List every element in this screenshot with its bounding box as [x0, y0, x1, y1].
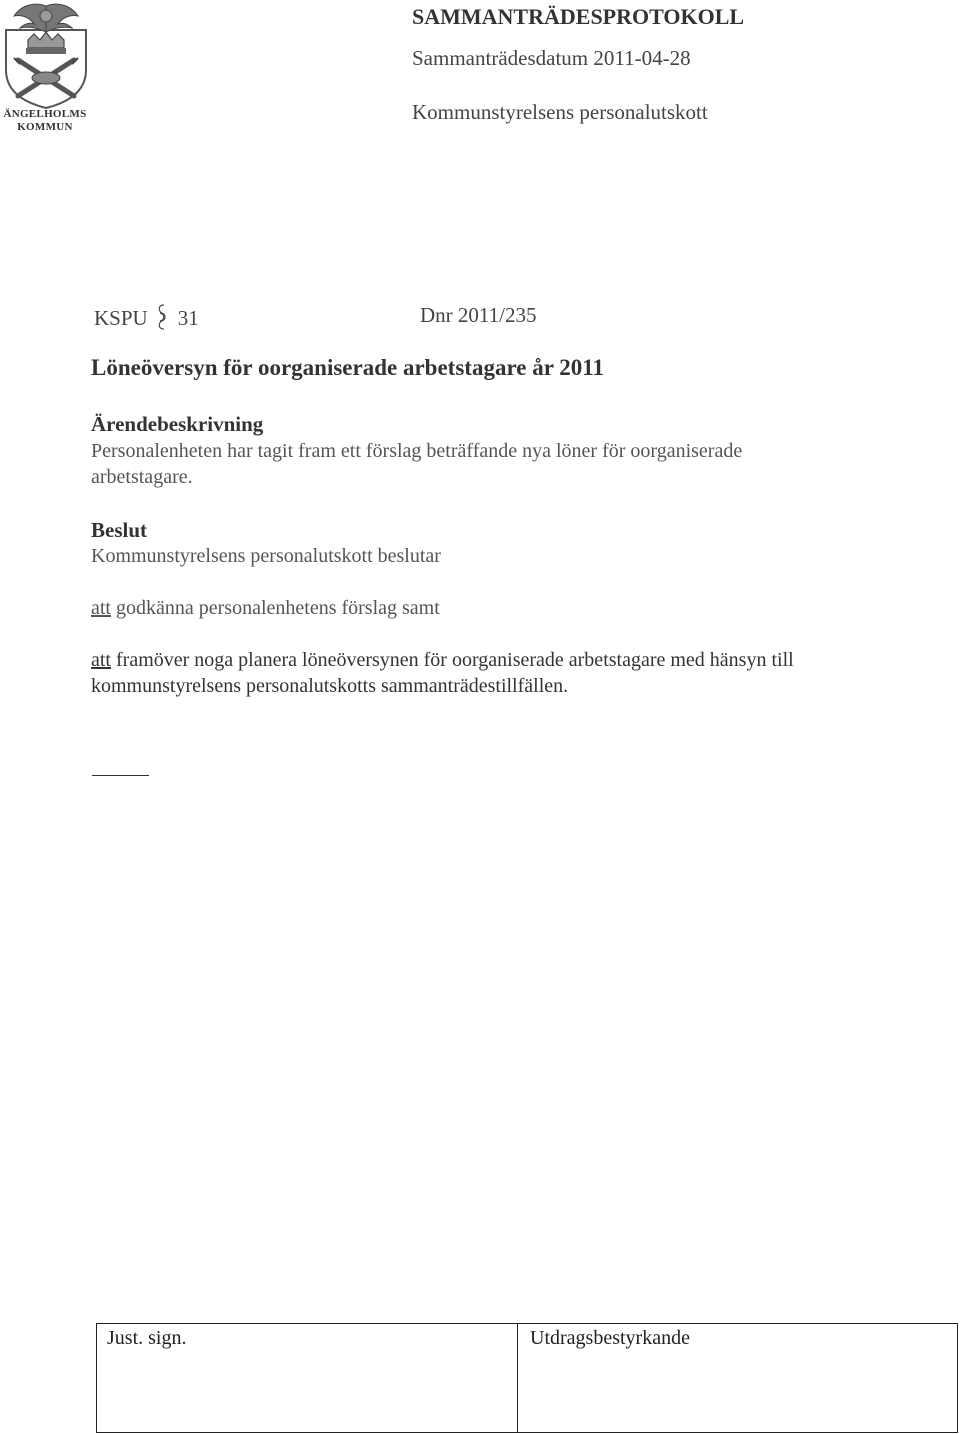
- meeting-date: Sammanträdesdatum 2011-04-28: [412, 46, 691, 70]
- paragraph-reference: [94, 303, 199, 331]
- section-sign-icon: [156, 303, 168, 331]
- committee-name: Kommunstyrelsens personalutskott: [412, 100, 708, 124]
- decision-att-keyword: att: [91, 597, 111, 619]
- logo-text-line2: KOMMUN: [17, 121, 73, 133]
- decision-item-text: framöver noga planera löneöversynen för oorganiserade arbetstagare med hänsyn till: [111, 649, 794, 671]
- description-line: arbetstagare.: [91, 466, 193, 488]
- description-line: Personalenheten har tagit fram ett förslag beträffande nya löner för oorganiserade: [91, 440, 743, 462]
- decision-att-keyword: att: [91, 649, 111, 671]
- end-rule: [92, 775, 149, 776]
- document-title: SAMMANTRÄDESPROTOKOLL: [412, 4, 745, 29]
- decision-item: [91, 649, 794, 672]
- decision-intro: Kommunstyrelsens personalutskott beslutar: [91, 545, 441, 567]
- utdragsbestyrkande-label: Utdragsbestyrkande: [530, 1327, 690, 1349]
- decision-item-text: godkänna personalenhetens förslag samt: [111, 597, 440, 619]
- paragraph-prefix: KSPU: [94, 306, 148, 330]
- description-heading: Ärendebeskrivning: [91, 412, 264, 436]
- signature-box: [96, 1323, 958, 1433]
- decision-item-continuation: kommunstyrelsens personalutskotts sammanträdestillfällen.: [91, 675, 569, 697]
- paragraph-number: 31: [177, 306, 199, 330]
- diary-number: Dnr 2011/235: [420, 303, 537, 327]
- decision-heading: Beslut: [91, 518, 148, 542]
- coat-of-arms-icon: [0, 0, 92, 112]
- case-title: Löneöversyn för oorganiserade arbetstagare år 2011: [91, 355, 604, 380]
- signature-box-divider: [517, 1323, 518, 1433]
- decision-item: [91, 597, 440, 620]
- just-sign-label: Just. sign.: [107, 1327, 187, 1349]
- logo-text-line1: ÄNGELHOLMS: [3, 108, 87, 120]
